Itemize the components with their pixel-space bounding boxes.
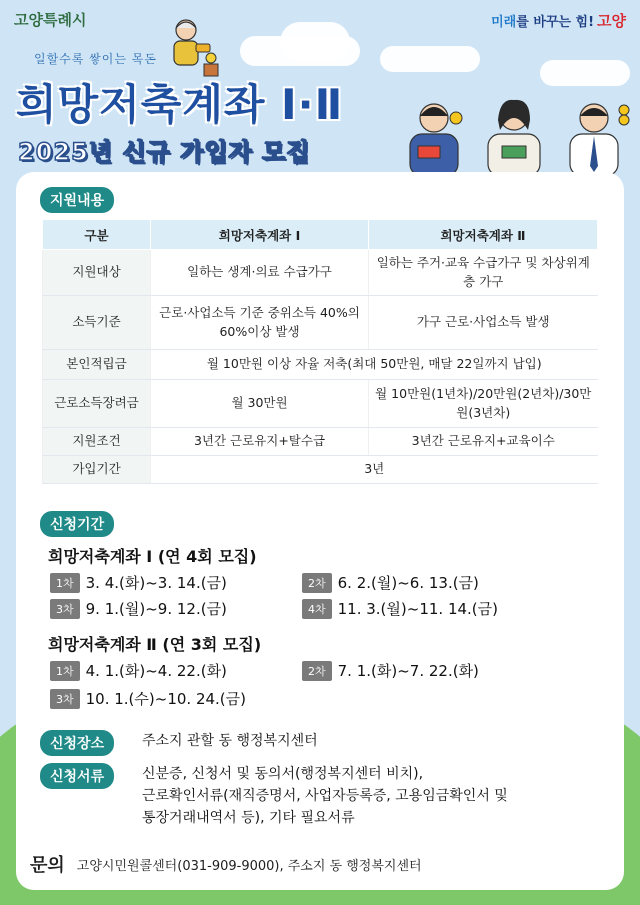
round-dates: 3. 4.(화)~3. 14.(금) (85, 574, 227, 592)
support-table (42, 219, 598, 484)
table-row (43, 456, 598, 484)
hero-subtitle: 일할수록 쌓이는 목돈 (34, 52, 157, 66)
round-tag: 3차 (50, 599, 80, 619)
recruit-title: 2025년 신규 가입자 모집 (18, 138, 311, 166)
period-badge: 신청기간 (40, 511, 114, 537)
round-item (50, 660, 227, 681)
cloud (540, 60, 630, 86)
round-item (302, 660, 479, 681)
round-dates: 6. 2.(월)~6. 13.(금) (337, 574, 479, 592)
support-badge: 지원내용 (40, 187, 114, 213)
table-header-row (43, 220, 598, 250)
person-middle (488, 100, 540, 176)
account2-heading: 희망저축계좌 Ⅱ (연 3회 모집) (48, 635, 262, 654)
place-text: 주소지 관할 동 행정복지센터 (142, 733, 318, 749)
round-tag: 1차 (50, 661, 80, 681)
round-tag: 3차 (50, 689, 80, 709)
cell: 3년 (151, 456, 598, 484)
cell: 3년간 근로유지+탈수급 (151, 428, 369, 456)
place-badge: 신청장소 (40, 730, 114, 756)
round-tag: 4차 (302, 599, 332, 619)
cloud (280, 22, 350, 62)
round-tag: 2차 (302, 661, 332, 681)
documents-line: 근로확인서류(재직증명서, 사업자등록증, 고용임금확인서 및 (142, 788, 508, 804)
round-item (50, 598, 227, 619)
table-header: 희망저축계좌 Ⅱ (369, 220, 598, 250)
round-item (302, 598, 498, 619)
slogan-prefix: 미래 (491, 15, 517, 30)
row-label: 지원조건 (43, 428, 151, 456)
cell: 일하는 주거·교육 수급가구 및 차상위계층 가구 (369, 250, 598, 296)
documents-line: 통장거래내역서 등), 기타 필요서류 (142, 810, 355, 826)
page-title: 희망저축계좌 Ⅰ·Ⅱ (16, 80, 344, 129)
contact-head: 문의 (30, 855, 65, 876)
org-logo: 고양특례시 (14, 11, 87, 29)
cell: 가구 근로·사업소득 발생 (369, 296, 598, 350)
round-tag: 2차 (302, 573, 332, 593)
table-header: 희망저축계좌 Ⅰ (151, 220, 369, 250)
gardener-illustration (160, 14, 230, 84)
cell: 3년간 근로유지+교육이수 (369, 428, 598, 456)
slogan-brand: 고양 (597, 12, 626, 30)
row-label: 본인적립금 (43, 350, 151, 380)
round-item (50, 688, 246, 709)
contact-text: 고양시민원콜센터(031-909-9000), 주소지 동 행정복지센터 (76, 858, 422, 874)
row-label: 소득기준 (43, 296, 151, 350)
row-label: 가입기간 (43, 456, 151, 484)
table-row (43, 250, 598, 296)
person-right (570, 104, 629, 176)
table-row (43, 428, 598, 456)
table-row (43, 350, 598, 380)
cloud (380, 46, 480, 72)
round-tag: 1차 (50, 573, 80, 593)
round-dates: 7. 1.(화)~7. 22.(화) (337, 662, 479, 680)
documents-line: 신분증, 신청서 및 동의서(행정복지센터 비치), (142, 766, 424, 782)
account1-heading: 희망저축계좌 Ⅰ (연 4회 모집) (48, 547, 257, 566)
slogan (491, 10, 626, 31)
slogan-middle: 를 바꾸는 힘! (516, 15, 595, 30)
table-row (43, 380, 598, 428)
round-dates: 11. 3.(월)~11. 14.(금) (337, 600, 498, 618)
row-label: 근로소득장려금 (43, 380, 151, 428)
row-label: 지원대상 (43, 250, 151, 296)
round-dates: 9. 1.(월)~9. 12.(금) (85, 600, 227, 618)
documents-badge: 신청서류 (40, 763, 114, 789)
cell: 월 10만원(1년차)/20만원(2년차)/30만원(3년차) (369, 380, 598, 428)
round-dates: 10. 1.(수)~10. 24.(금) (85, 690, 246, 708)
people-illustration (396, 96, 636, 176)
table-row (43, 296, 598, 350)
cell: 일하는 생계·의료 수급가구 (151, 250, 369, 296)
cell: 근로·사업소득 기준 중위소득 40%의 60%이상 발생 (151, 296, 369, 350)
cell: 월 10만원 이상 자율 저축(최대 50만원, 매달 22일까지 납입) (151, 350, 598, 380)
table-header: 구분 (43, 220, 151, 250)
round-dates: 4. 1.(화)~4. 22.(화) (85, 662, 227, 680)
round-item (302, 572, 479, 593)
round-item (50, 572, 227, 593)
contact-line (30, 851, 422, 877)
person-left (410, 104, 462, 176)
cell: 월 30만원 (151, 380, 369, 428)
